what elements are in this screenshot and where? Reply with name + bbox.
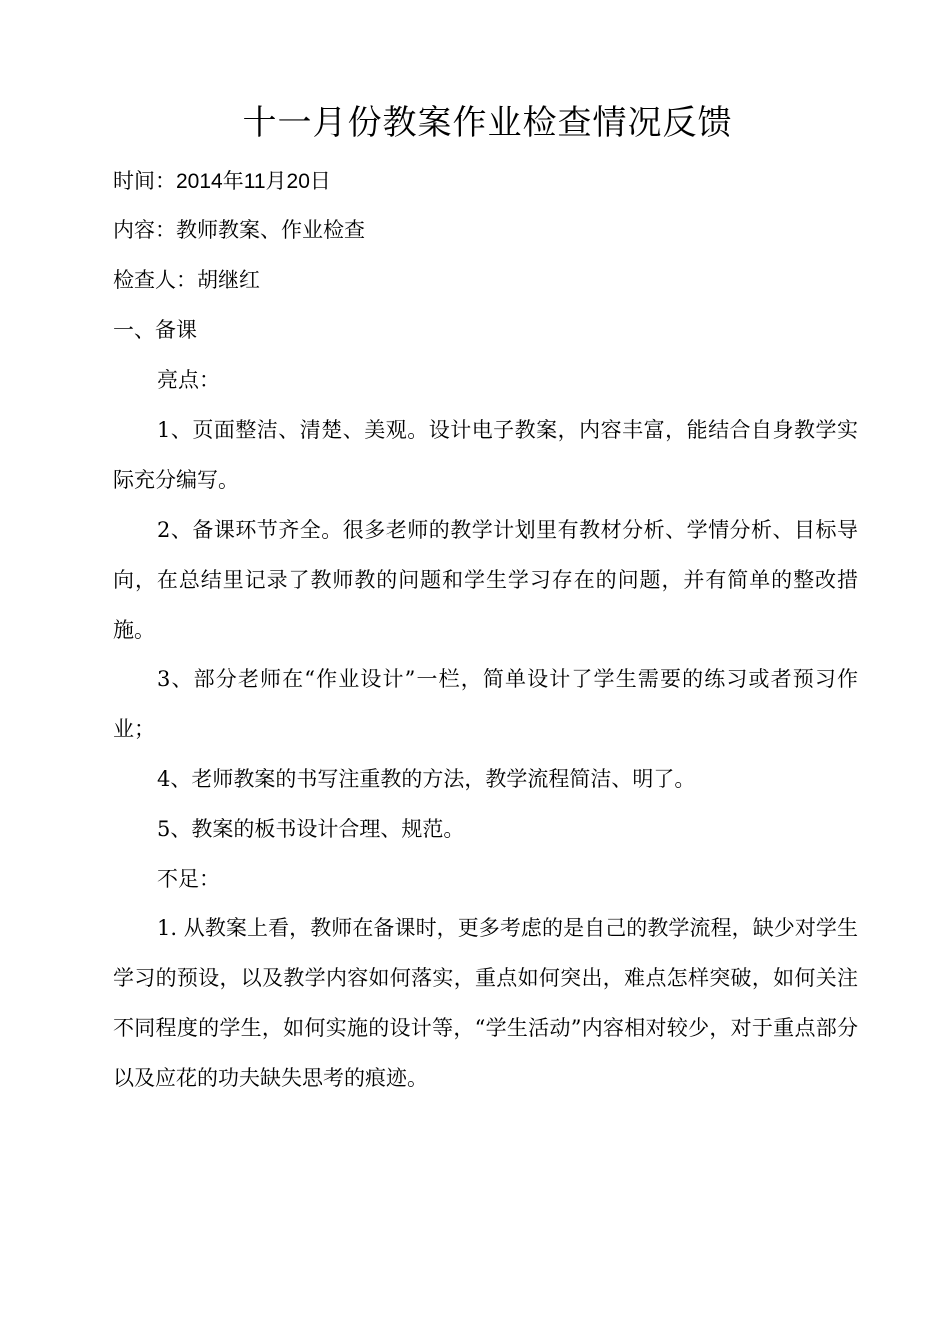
inspector-line: [113, 265, 260, 295]
time-label: 时间：: [113, 169, 176, 193]
content-value: 教师教案、作业检查: [176, 218, 365, 242]
shortcoming-item: 1. 从教案上看，教师在备课时，更多考虑的是自己的教学流程，缺少对学生学习的预设，以及教学内容如何落实，重点如何突出，难点怎样突破，如何关注不同程度的学生，如何实施的设计等，“学生活动”内容相对较少，对于重点部分以及应花的功夫缺失思考的痕迹。: [113, 916, 858, 1090]
document-title: 十一月份教案作业检查情况反馈: [242, 103, 733, 143]
inspector-value: 胡继红: [197, 268, 260, 292]
highlights-label: 亮点：: [157, 368, 220, 392]
highlight-item: 2、备课环节齐全。很多老师的教学计划里有教材分析、学情分析、目标导向，在总结里记录了教师教的问题和学生学习存在的问题，并有简单的整改措施。: [113, 518, 858, 642]
highlight-item: 5、教案的板书设计合理、规范。: [157, 817, 465, 841]
content-line: [113, 215, 365, 245]
highlight-item: 3、部分老师在“作业设计”一栏，简单设计了学生需要的练习或者预习作业；: [113, 667, 858, 741]
time-value: 2014年11月20日: [176, 170, 331, 193]
content-label: 内容：: [113, 218, 176, 242]
highlight-item: 1、页面整洁、清楚、美观。设计电子教案，内容丰富，能结合自身教学实际充分编写。: [113, 418, 858, 492]
shortcomings-label: 不足：: [157, 867, 220, 891]
time-line: [113, 166, 331, 197]
inspector-label: 检查人：: [113, 268, 197, 292]
section-heading: 一、备课: [113, 318, 197, 342]
highlight-item: 4、老师教案的书写注重教的方法，教学流程简洁、明了。: [157, 767, 696, 791]
